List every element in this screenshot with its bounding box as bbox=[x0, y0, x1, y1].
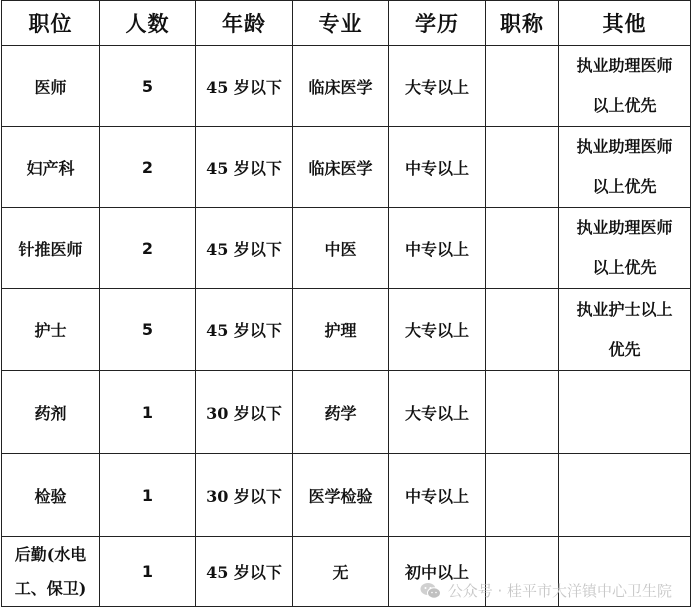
watermark bbox=[420, 580, 672, 601]
cell-title bbox=[486, 46, 559, 127]
table-header-row bbox=[2, 1, 691, 46]
cell-other-line2: 以上优先 bbox=[592, 258, 657, 277]
table-row bbox=[2, 208, 691, 289]
cell-other bbox=[559, 371, 691, 454]
table-row bbox=[2, 127, 691, 208]
cell-other bbox=[559, 208, 691, 289]
cell-education: 大专以上 bbox=[389, 46, 486, 127]
cell-position: 妇产科 bbox=[2, 127, 100, 208]
table-row bbox=[2, 46, 691, 127]
cell-education: 中专以上 bbox=[389, 454, 486, 537]
cell-major: 无 bbox=[293, 537, 389, 607]
cell-title bbox=[486, 208, 559, 289]
header-title: 职称 bbox=[486, 1, 559, 46]
cell-position: 医师 bbox=[2, 46, 100, 127]
cell-position: 针推医师 bbox=[2, 208, 100, 289]
cell-education: 中专以上 bbox=[389, 127, 486, 208]
table-row bbox=[2, 371, 691, 454]
cell-education: 大专以上 bbox=[389, 289, 486, 371]
cell-other-line2: 优先 bbox=[608, 339, 641, 359]
cell-title bbox=[486, 127, 559, 208]
cell-age: 30 岁以下 bbox=[196, 371, 293, 454]
cell-other-line1: 执业护士以上 bbox=[576, 299, 673, 319]
cell-education: 中专以上 bbox=[389, 208, 486, 289]
cell-age: 45 岁以下 bbox=[196, 127, 293, 208]
header-position: 职位 bbox=[2, 1, 100, 46]
cell-title bbox=[486, 454, 559, 537]
cell-age: 30 岁以下 bbox=[196, 454, 293, 537]
recruitment-table bbox=[1, 0, 691, 607]
cell-position-line1: 后勤(水电 bbox=[14, 544, 87, 564]
cell-position: 药剂 bbox=[2, 371, 100, 454]
cell-other-line2: 以上优先 bbox=[592, 96, 657, 115]
header-age: 年龄 bbox=[196, 1, 293, 46]
cell-major: 临床医学 bbox=[293, 46, 389, 127]
cell-education: 初中以上 bbox=[389, 537, 486, 607]
cell-education: 大专以上 bbox=[389, 371, 486, 454]
cell-position-line2: 工、保卫) bbox=[14, 578, 87, 598]
cell-other bbox=[559, 454, 691, 537]
cell-other-line1: 执业助理医师 bbox=[576, 218, 673, 237]
cell-age: 45 岁以下 bbox=[196, 46, 293, 127]
wechat-icon bbox=[420, 582, 442, 600]
cell-other-line2: 以上优先 bbox=[592, 177, 657, 196]
cell-count: 2 bbox=[100, 208, 196, 289]
table-row bbox=[2, 289, 691, 371]
cell-position: 检验 bbox=[2, 454, 100, 537]
cell-major: 中医 bbox=[293, 208, 389, 289]
header-count: 人数 bbox=[100, 1, 196, 46]
cell-count: 5 bbox=[100, 46, 196, 127]
cell-other-line1: 执业助理医师 bbox=[576, 56, 673, 75]
cell-age: 45 岁以下 bbox=[196, 289, 293, 371]
cell-count: 1 bbox=[100, 454, 196, 537]
cell-title bbox=[486, 371, 559, 454]
cell-age: 45 岁以下 bbox=[196, 537, 293, 607]
table-row bbox=[2, 454, 691, 537]
cell-position: 护士 bbox=[2, 289, 100, 371]
cell-count: 1 bbox=[100, 371, 196, 454]
cell-position bbox=[2, 537, 100, 607]
cell-major: 护理 bbox=[293, 289, 389, 371]
header-education: 学历 bbox=[389, 1, 486, 46]
cell-major: 药学 bbox=[293, 371, 389, 454]
watermark-text: 公众号 · 桂平市大洋镇中心卫生院 bbox=[447, 582, 672, 600]
cell-title bbox=[486, 289, 559, 371]
cell-major: 临床医学 bbox=[293, 127, 389, 208]
cell-count: 1 bbox=[100, 537, 196, 607]
header-other: 其他 bbox=[559, 1, 691, 46]
cell-other bbox=[559, 289, 691, 371]
cell-other bbox=[559, 46, 691, 127]
header-major: 专业 bbox=[293, 1, 389, 46]
cell-major: 医学检验 bbox=[293, 454, 389, 537]
cell-count: 2 bbox=[100, 127, 196, 208]
cell-other bbox=[559, 127, 691, 208]
cell-other-line1: 执业助理医师 bbox=[576, 137, 673, 156]
cell-count: 5 bbox=[100, 289, 196, 371]
cell-age: 45 岁以下 bbox=[196, 208, 293, 289]
